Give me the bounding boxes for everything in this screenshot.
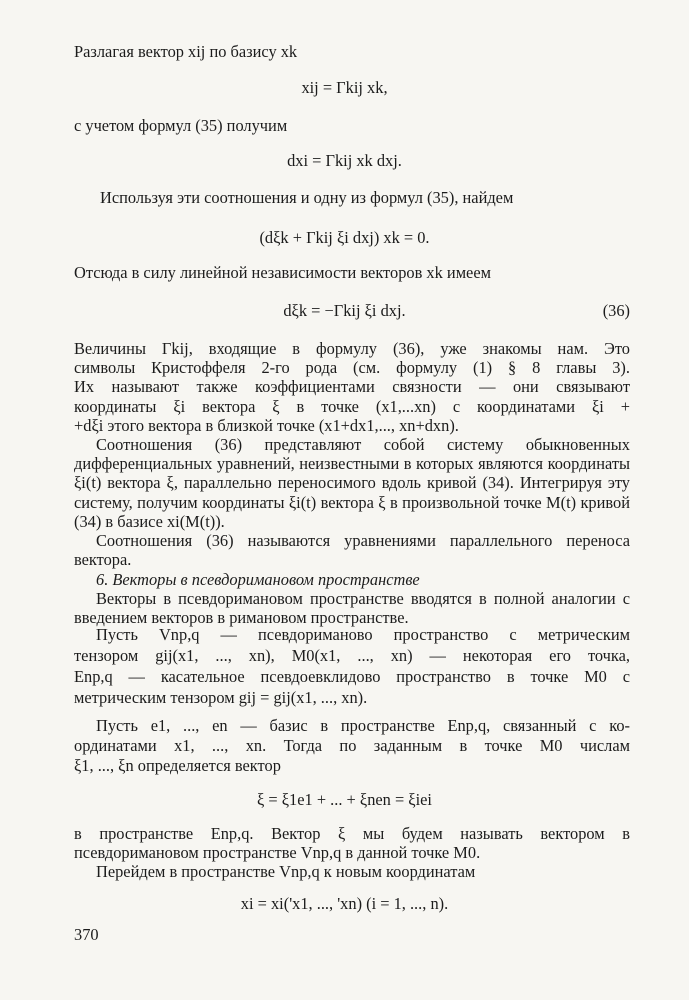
paragraph-4: Отсюда в силу линейной независимости векторов xk имеем — [74, 263, 491, 282]
paragraph-10 — [74, 716, 630, 776]
paragraph-10-line-3: ξ1, ..., ξn определяется вектор — [74, 756, 281, 775]
page-number: 370 — [74, 925, 99, 944]
paragraph-9-line-3: Enp,q — касательное псевдоевклидово пространство в точке M0 с — [74, 667, 630, 686]
equation-a: xij = Γkij xk, — [301, 78, 388, 97]
paragraph-2: с учетом формул (35) получим — [74, 116, 288, 135]
paragraph-9-line-2: тензором gij(x1, ..., xn), M0(x1, ..., xn) — некоторая его точка, — [74, 646, 630, 665]
paragraph-12: Перейдем в пространстве Vnp,q к новым координатам — [96, 862, 476, 881]
paragraph-5-line-2: символы Кристоффеля 2-го рода (см. формулу (1) § 8 главы 3). — [74, 358, 630, 378]
paragraph-1: Разлагая вектор xij по базису xk — [74, 42, 298, 61]
paragraph-6: Соотношения (36) представляют собой систему обыкновенных дифференциальных уравнений, неизвестными в которых являются координаты ξi(t) вектора ξ, параллельно переносимого вдоль кривой (34). Интегрируя эту систему, получим координаты ξi(t) вектора ξ в произвольной точке M(t) кривой (34) в базисе xi(M(t)). — [74, 435, 630, 531]
paragraph-11 — [74, 824, 630, 862]
paragraph-3: Используя эти соотношения и одну из формул (35), найдем — [100, 188, 514, 207]
equation-36-row — [0, 301, 689, 320]
paragraph-11-line-1: в пространстве Enp,q. Вектор ξ мы будем называть вектором в — [74, 824, 630, 843]
equation-number-36: (36) — [602, 301, 630, 320]
paragraph-9-line-4: метрическим тензором gij = gij(x1, ..., xn). — [74, 688, 368, 707]
paragraph-5 — [74, 339, 630, 435]
paragraph-9 — [74, 624, 630, 708]
paragraph-10-line-1: Пусть e1, ..., en — базис в пространстве Enp,q, связанный с ко- — [96, 716, 630, 735]
paragraph-5-line-4: координаты ξi вектора ξ в точке (x1,...xn) с координатами ξi + — [74, 396, 630, 416]
equation-c: (dξk + Γkij ξi dxj) xk = 0. — [259, 228, 430, 247]
paragraph-9-line-1: Пусть Vnp,q — псевдориманово пространство с метрическим — [96, 625, 630, 644]
paragraph-10-line-2: ординатами x1, ..., xn. Тогда по заданным в точке M0 числам — [74, 736, 630, 755]
paragraph-7: Соотношения (36) называются уравнениями параллельного переноса вектора. — [74, 531, 630, 570]
paragraph-11-line-2: псевдоримановом пространстве Vnp,q в данной точке M0. — [74, 843, 481, 863]
equation-36: dξk = −Γkij ξi dxj. — [283, 301, 406, 320]
equation-b: dxi = Γkij xk dxj. — [287, 151, 402, 170]
paragraph-8: Векторы в псевдоримановом пространстве вводятся в полной аналогии с введением векторов в римановом пространстве. — [74, 589, 630, 628]
paragraph-5-line-1: Величины Γkij, входящие в формулу (36), уже знакомы нам. Это — [74, 339, 630, 358]
equation-f: xi = xi('x1, ..., 'xn) (i = 1, ..., n). — [240, 894, 449, 913]
section-heading: 6. Векторы в псевдоримановом пространстве — [96, 570, 420, 589]
paragraph-5-line-5: +dξi этого вектора в близкой точке (x1+dx1,..., xn+dxn). — [74, 415, 459, 435]
paragraph-5-line-3: Их называют также коэффициентами связности — они связывают — [74, 377, 630, 397]
equation-e: ξ = ξ1e1 + ... + ξnen = ξiei — [257, 790, 432, 809]
